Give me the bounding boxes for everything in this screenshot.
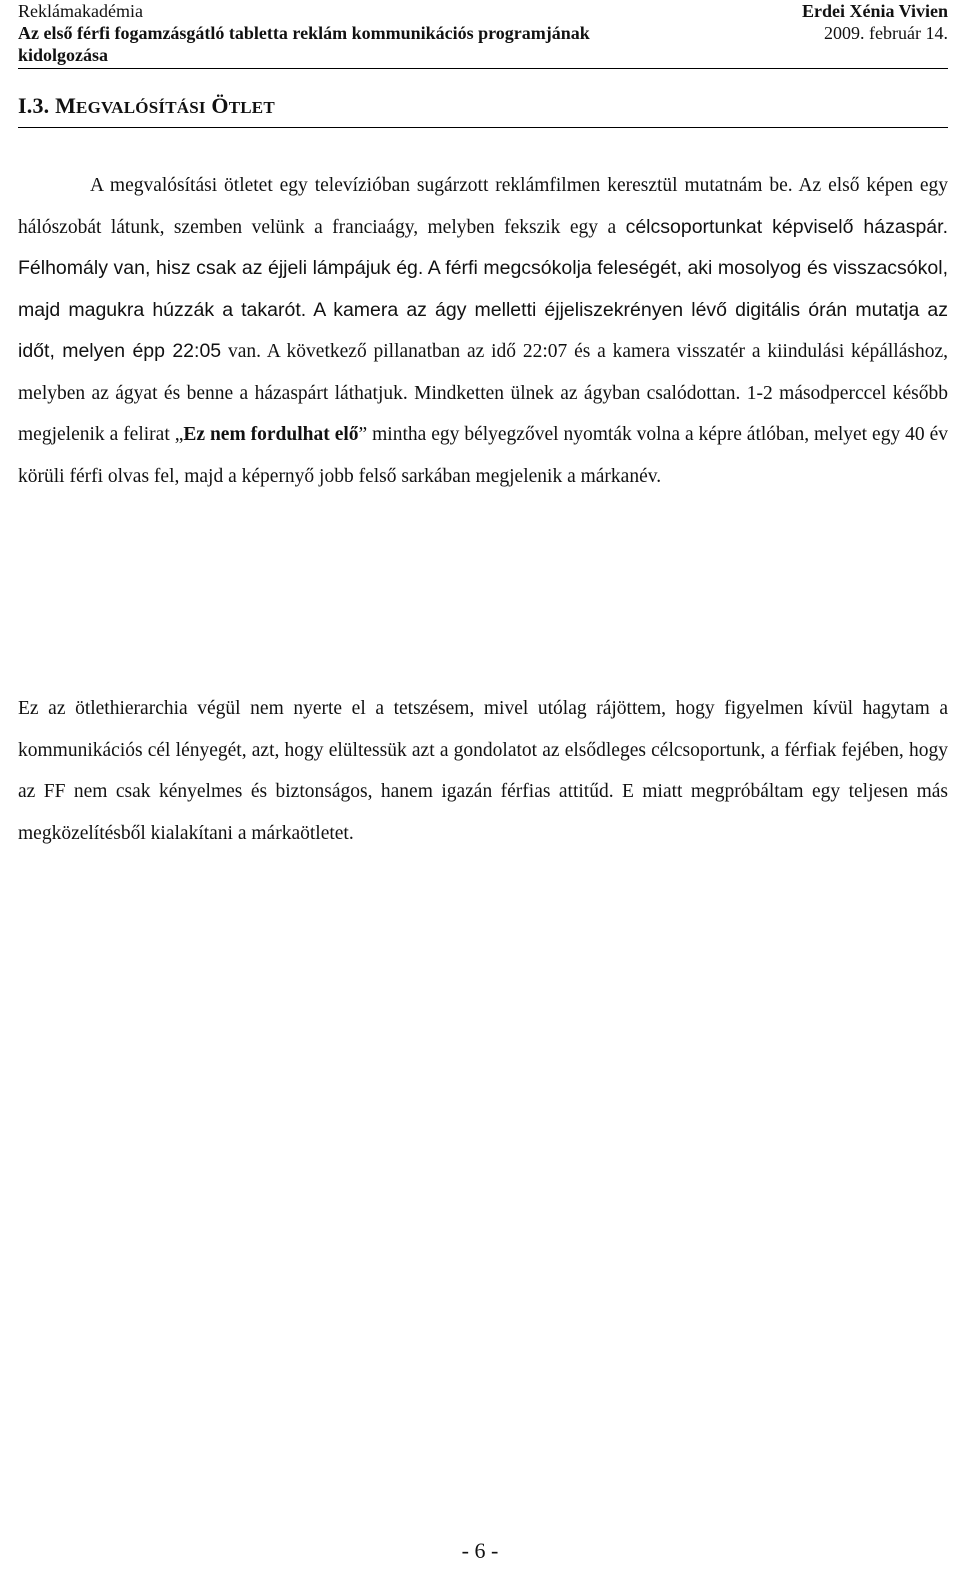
header-row-1	[18, 0, 948, 22]
section-initial-2: Ö	[211, 93, 229, 118]
section-title	[18, 93, 948, 128]
header-row-2	[18, 22, 948, 44]
page-number: - 6 -	[461, 1538, 499, 1563]
section-rest-1: EGVALÓSÍTÁSI	[76, 98, 206, 117]
header-row-3	[18, 44, 948, 66]
section-number: I.3.	[18, 93, 50, 118]
page-header	[18, 0, 948, 69]
header-title-line1: Az első férfi fogamzásgátló tabletta reklám kommunikációs programjának	[18, 23, 590, 43]
header-author: Erdei Xénia Vivien	[801, 1, 948, 21]
paragraph-1-part-2: célcsoportunkat képviselő házaspár. Félhomály van, hisz csak az éjjeli lámpájuk ég. A férfi megcsókolja feleségét, aki mosolyog és visszacsókol, majd magukra húzzák a takarót. A kamera az ágy melletti éjjeliszekrényen lévő digitális órán mutatja az időt, melyen épp 22:05	[18, 215, 948, 362]
header-title-line2: kidolgozása	[18, 45, 109, 65]
paragraph-1-part-4: ” mintha egy bélyegzővel nyomták volna a képre átlóban, melyet egy 40 év körüli férfi olvas fel, majd a képernyő jobb felső sarkában megjelenik a márkanév.	[18, 424, 948, 487]
section-rest-2: TLET	[228, 98, 275, 117]
paragraph-1-bold-phrase: Ez nem fordulhat elő	[183, 424, 359, 445]
header-date: 2009. február 14.	[824, 23, 948, 43]
header-org: Reklámakadémia	[18, 1, 143, 21]
section-initial-1: M	[55, 93, 77, 118]
paragraph-1-part-3: van. A következő pillanatban az idő 22:07 és a kamera visszatér a kiindulási képálláshoz, melyben az ágyat és benne a házaspárt láthatjuk. Mindketten ülnek az ágyban csalódottan. 1-2 másodperccel később megjelenik a felirat „	[18, 341, 948, 445]
paragraph-1-part-1: A megvalósítási ötletet egy televízióban sugárzott reklámfilmen keresztül mutatnám be. Az első képen egy hálószobát látunk, szemben velünk a franciaágy, melyben fekszik egy a	[18, 175, 948, 238]
paragraph-2: Ez az ötlethierarchia végül nem nyerte el a tetszésem, mivel utólag rájöttem, hogy figyelmen kívül hagytam a kommunikációs cél lényegét, azt, hogy elültessük azt a gondolatot az elsődleges célcsoportunk, a férfiak fejében, hogy az FF nem csak kényelmes és biztonságos, hanem igazán férfias attitűd. E miatt megpróbáltam egy teljesen más megközelítésből kialakítani a márkaötletet.	[18, 698, 948, 844]
paragraph-1	[18, 165, 948, 497]
